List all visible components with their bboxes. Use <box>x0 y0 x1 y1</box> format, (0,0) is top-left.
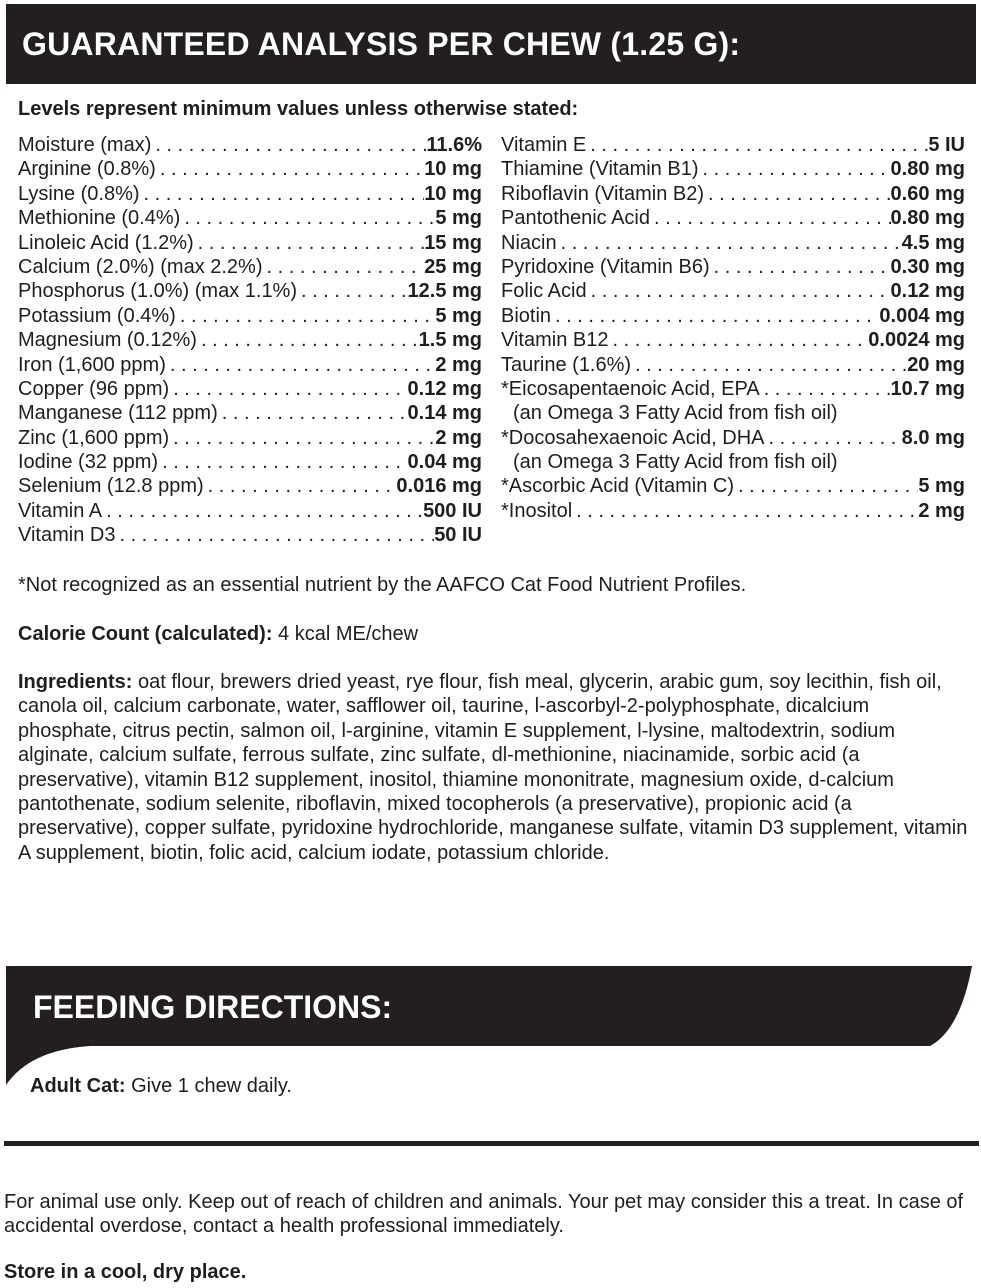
nutrient-value: 2 mg <box>435 353 482 376</box>
dot-leader <box>557 231 902 255</box>
dot-leader <box>608 328 868 352</box>
nutrient-name: *Docosahexaenoic Acid, DHA <box>501 426 765 449</box>
nutrient-value: 0.80 mg <box>890 158 965 181</box>
dot-leader <box>218 401 408 425</box>
nutrient-name: Methionine (0.4%) <box>18 207 181 230</box>
nutrient-value: 0.30 mg <box>890 255 965 278</box>
nutrient-name: Vitamin E <box>501 134 587 156</box>
nutrient-name: Magnesium (0.12%) <box>18 329 197 352</box>
nutrient-row <box>501 157 965 181</box>
dot-leader <box>204 474 397 498</box>
nutrient-row <box>501 255 965 279</box>
nutrient-row <box>501 231 965 255</box>
nutrient-name: Vitamin D3 <box>18 524 116 547</box>
nutrient-row <box>501 426 965 450</box>
dot-leader <box>151 133 426 157</box>
dot-leader <box>710 255 891 279</box>
nutrient-row <box>18 231 482 255</box>
nutrient-name: Iodine (32 ppm) <box>18 451 159 474</box>
nutrient-value: 2 mg <box>918 499 965 522</box>
nutrient-value: 0.12 mg <box>407 377 482 400</box>
nutrient-value: 10 mg <box>424 158 482 181</box>
nutrient-row <box>501 182 965 206</box>
nutrient-value: 0.60 mg <box>890 182 965 205</box>
nutrient-name: Vitamin B12 <box>501 329 609 352</box>
nutrient-value: 5 mg <box>435 207 482 230</box>
nutrient-row <box>501 206 965 230</box>
nutrient-name: Zinc (1,600 ppm) <box>18 426 170 449</box>
nutrient-name: Arginine (0.8%) <box>18 158 156 181</box>
nutrient-value: 12.5 mg <box>407 280 482 303</box>
calorie-count <box>18 621 418 647</box>
adult-cat-directions <box>30 1073 292 1099</box>
nutrient-value: 0.0024 mg <box>868 329 965 352</box>
dot-leader <box>572 499 918 523</box>
nutrient-value: 5 mg <box>918 475 965 498</box>
aafco-footnote: *Not recognized as an essential nutrient by the AAFCO Cat Food Nutrient Profiles. <box>18 574 747 596</box>
dot-leader <box>169 426 435 450</box>
adult-cat-label: Adult Cat: <box>30 1075 126 1097</box>
nutrient-row <box>501 499 965 523</box>
nutrient-row <box>18 426 482 450</box>
nutrient-name: Vitamin A <box>18 499 103 522</box>
nutrient-name: *Eicosapentaenoic Acid, EPA <box>501 377 760 400</box>
nutrient-note: (an Omega 3 Fatty Acid from fish oil) <box>513 451 838 474</box>
nutrient-row <box>18 450 482 474</box>
nutrient-name: Lysine (0.8%) <box>18 182 140 205</box>
feeding-directions-title: FEEDING DIRECTIONS: <box>33 989 393 1025</box>
nutrient-name: Taurine (1.6%) <box>501 353 632 376</box>
dot-leader <box>156 157 424 181</box>
nutrient-value: 0.04 mg <box>407 451 482 474</box>
nutrient-row <box>501 133 965 157</box>
guaranteed-analysis-title: GUARANTEED ANALYSIS PER CHEW (1.25 G): <box>22 26 741 62</box>
nutrient-value: 4.5 mg <box>901 231 965 254</box>
nutrient-row <box>18 206 482 230</box>
nutrient-value: 20 mg <box>907 353 965 376</box>
adult-cat-text: Give 1 chew daily. <box>125 1075 292 1097</box>
nutrient-value: 0.12 mg <box>890 280 965 303</box>
nutrient-value: 11.6% <box>426 134 482 156</box>
warning-text: For animal use only. Keep out of reach of children and animals. Your pet may consider this a treat. In case of accidental overdose, contact a health professional immediately. <box>4 1191 964 1238</box>
nutrient-row <box>501 474 965 498</box>
nutrient-row <box>18 279 482 303</box>
nutrient-name: Potassium (0.4%) <box>18 304 176 327</box>
nutrient-row <box>18 133 482 157</box>
nutrient-value: 10 mg <box>424 182 482 205</box>
nutrient-note: (an Omega 3 Fatty Acid from fish oil) <box>513 402 838 425</box>
storage-instructions: Store in a cool, dry place. <box>4 1261 247 1283</box>
dot-leader <box>169 377 407 401</box>
dot-leader <box>115 523 434 547</box>
nutrient-name: Thiamine (Vitamin B1) <box>501 158 699 181</box>
dot-leader <box>197 328 419 352</box>
nutrient-row <box>18 377 482 401</box>
nutrient-row <box>18 304 482 328</box>
nutrient-value: 0.80 mg <box>890 207 965 230</box>
nutrient-value: 2 mg <box>435 426 482 449</box>
dot-leader <box>586 133 928 157</box>
dot-leader <box>764 426 901 450</box>
dot-leader <box>102 499 423 523</box>
nutrient-row <box>18 474 482 498</box>
nutrient-value: 5 mg <box>435 304 482 327</box>
nutrients-left-column <box>18 133 482 548</box>
nutrient-row <box>501 279 965 303</box>
nutrient-name: Pantothenic Acid <box>501 207 650 230</box>
nutrient-name: Riboflavin (Vitamin B2) <box>501 182 705 205</box>
dot-leader <box>551 304 879 328</box>
nutrient-row <box>18 523 482 547</box>
dot-leader <box>180 206 435 230</box>
nutrient-name: Folic Acid <box>501 280 587 303</box>
dot-leader <box>650 206 891 230</box>
nutrient-value: 15 mg <box>424 231 482 254</box>
dot-leader <box>140 182 425 206</box>
dot-leader <box>263 255 425 279</box>
nutrient-value: 8.0 mg <box>901 426 965 449</box>
nutrient-name: *Ascorbic Acid (Vitamin C) <box>501 475 735 498</box>
nutrient-name: Niacin <box>501 231 557 254</box>
nutrients-right-column <box>501 133 965 523</box>
nutrient-row <box>18 401 482 425</box>
nutrient-value: 0.14 mg <box>407 402 482 425</box>
dot-leader <box>194 231 425 255</box>
nutrient-row <box>18 182 482 206</box>
nutrient-name: Copper (96 ppm) <box>18 377 170 400</box>
nutrient-row <box>18 353 482 377</box>
dot-leader <box>176 304 435 328</box>
nutrient-name: Pyridoxine (Vitamin B6) <box>501 255 710 278</box>
nutrient-value: 50 IU <box>434 524 482 547</box>
nutrient-row <box>18 499 482 523</box>
nutrient-row <box>501 377 965 401</box>
nutrient-name: Moisture (max) <box>18 134 152 156</box>
nutrient-row <box>501 328 965 352</box>
nutrient-row <box>501 353 965 377</box>
dot-leader <box>166 353 435 377</box>
ingredients-label: Ingredients: <box>18 671 133 693</box>
nutrient-name: Biotin <box>501 304 552 327</box>
nutrient-name: Selenium (12.8 ppm) <box>18 475 204 498</box>
dot-leader <box>631 353 907 377</box>
dot-leader <box>704 182 890 206</box>
nutrient-row <box>18 157 482 181</box>
dot-leader <box>760 377 891 401</box>
ingredients <box>18 670 973 865</box>
guaranteed-analysis-header <box>6 4 976 84</box>
feeding-divider-line <box>4 1141 979 1146</box>
dot-leader <box>698 157 890 181</box>
nutrient-value: 0.016 mg <box>396 475 482 498</box>
nutrient-name: Iron (1,600 ppm) <box>18 353 166 376</box>
calorie-value: 4 kcal ME/chew <box>272 623 419 645</box>
nutrient-value: 500 IU <box>423 499 482 522</box>
nutrient-name: Linoleic Acid (1.2%) <box>18 231 194 254</box>
calorie-label: Calorie Count (calculated): <box>18 623 273 645</box>
nutrient-row <box>18 255 482 279</box>
dot-leader <box>158 450 407 474</box>
nutrient-value: 0.004 mg <box>879 304 965 327</box>
nutrient-value: 25 mg <box>424 255 482 278</box>
dot-leader <box>734 474 918 498</box>
nutrient-name: Manganese (112 ppm) <box>18 402 218 425</box>
dot-leader <box>587 279 891 303</box>
nutrient-value: 10.7 mg <box>890 377 965 400</box>
levels-note: Levels represent minimum values unless otherwise stated: <box>18 98 579 120</box>
nutrient-row <box>18 328 482 352</box>
nutrient-value: 1.5 mg <box>418 329 482 352</box>
ingredients-text: oat flour, brewers dried yeast, rye flour, fish meal, glycerin, arabic gum, soy lecithin, fish oil, canola oil, calcium carbonate, water, safflower oil, taurine, l-ascorbyl-2-polyphosphate, dicalcium phosphate, citrus pectin, salmon oil, l-arginine, vitamin E supplement, l-lysine, maltodextrin, sodium alginate, calcium sulfate, ferrous sulfate, zinc sulfate, dl-methionine, niacinamide, sorbic acid (a preservative), vitamin B12 supplement, inositol, thiamine mononitrate, magnesium oxide, d-calcium pantothenate, sodium selenite, riboflavin, mixed tocopherols (a preservative), propionic acid (a preservative), copper sulfate, pyridoxine hydrochloride, manganese sulfate, vitamin D3 supplement, vitamin A supplement, biotin, folic acid, calcium iodate, potassium chloride. <box>18 671 968 864</box>
nutrient-name: Calcium (2.0%) (max 2.2%) <box>18 255 263 278</box>
nutrient-row <box>501 304 965 328</box>
nutrient-value: 5 IU <box>928 134 965 156</box>
dot-leader <box>297 279 408 303</box>
nutrient-name: *Inositol <box>501 499 573 522</box>
nutrient-name: Phosphorus (1.0%) (max 1.1%) <box>18 280 298 303</box>
